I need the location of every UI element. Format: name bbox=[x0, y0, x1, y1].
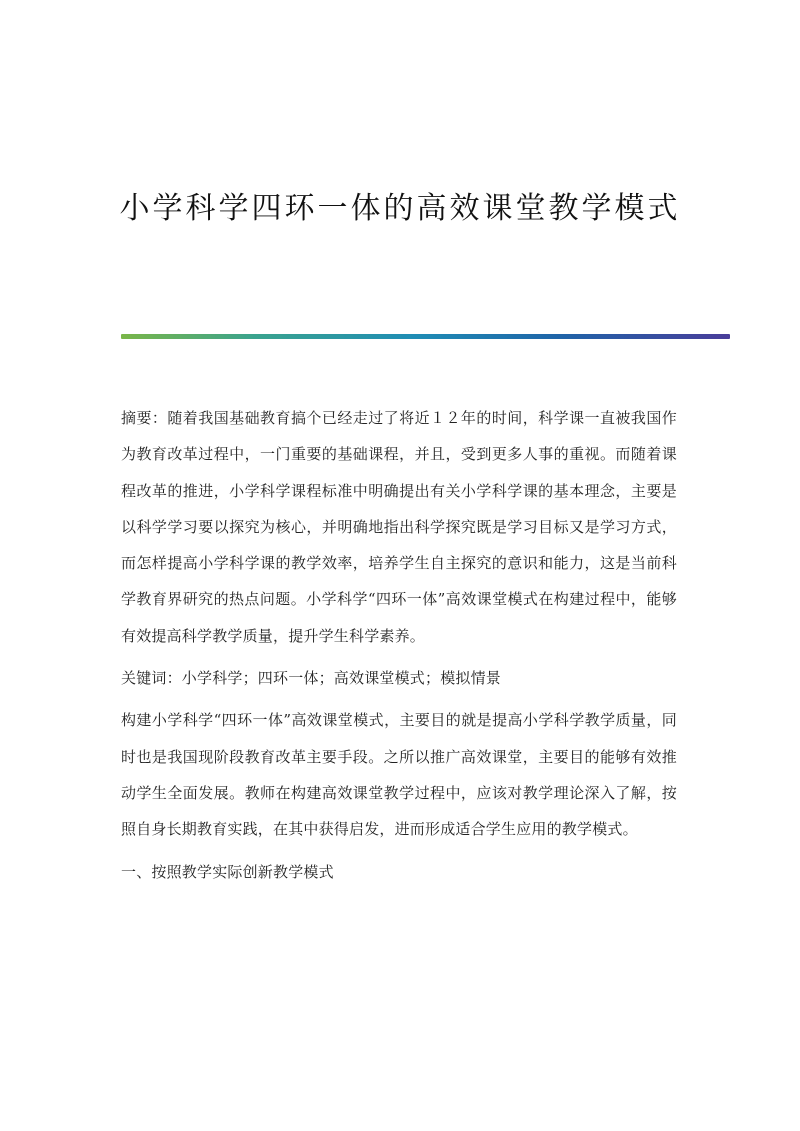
document-body bbox=[121, 400, 677, 890]
intro-paragraph: 构建小学科学“四环一体”高效课堂模式，主要目的就是提高小学科学教学质量，同时也是我国现阶段教育改革主要手段。之所以推广高效课堂，主要目的能够有效推动学生全面发展。教师在构建高效课堂教学过程中，应该对教学理论深入了解，按照自身长期教育实践，在其中获得启发，进而形成适合学生应用的教学模式。 bbox=[121, 711, 677, 839]
title-divider bbox=[121, 334, 730, 339]
document-title: 小学科学四环一体的高效课堂教学模式 bbox=[119, 191, 681, 226]
section-heading: 一、按照教学实际创新教学模式 bbox=[121, 862, 334, 881]
keywords-paragraph: 关键词：小学科学；四环一体；高效课堂模式；模拟情景 bbox=[121, 669, 502, 688]
abstract-paragraph: 摘要：随着我国基础教育搞个已经走过了将近１２年的时间，科学课一直被我国作为教育改革过程中，一门重要的基础课程，并且，受到更多人事的重视。而随着课程改革的推进，小学科学课程标准中明确提出有关小学科学课的基本理念，主要是以科学学习要以探究为核心，并明确地指出科学探究既是学习目标又是学习方式，而怎样提高小学科学课的教学效率，培养学生自主探究的意识和能力，这是当前科学教育界研究的热点问题。小学科学“四环一体”高效课堂模式在构建过程中，能够有效提高科学教学质量，提升学生科学素养。 bbox=[121, 409, 677, 645]
